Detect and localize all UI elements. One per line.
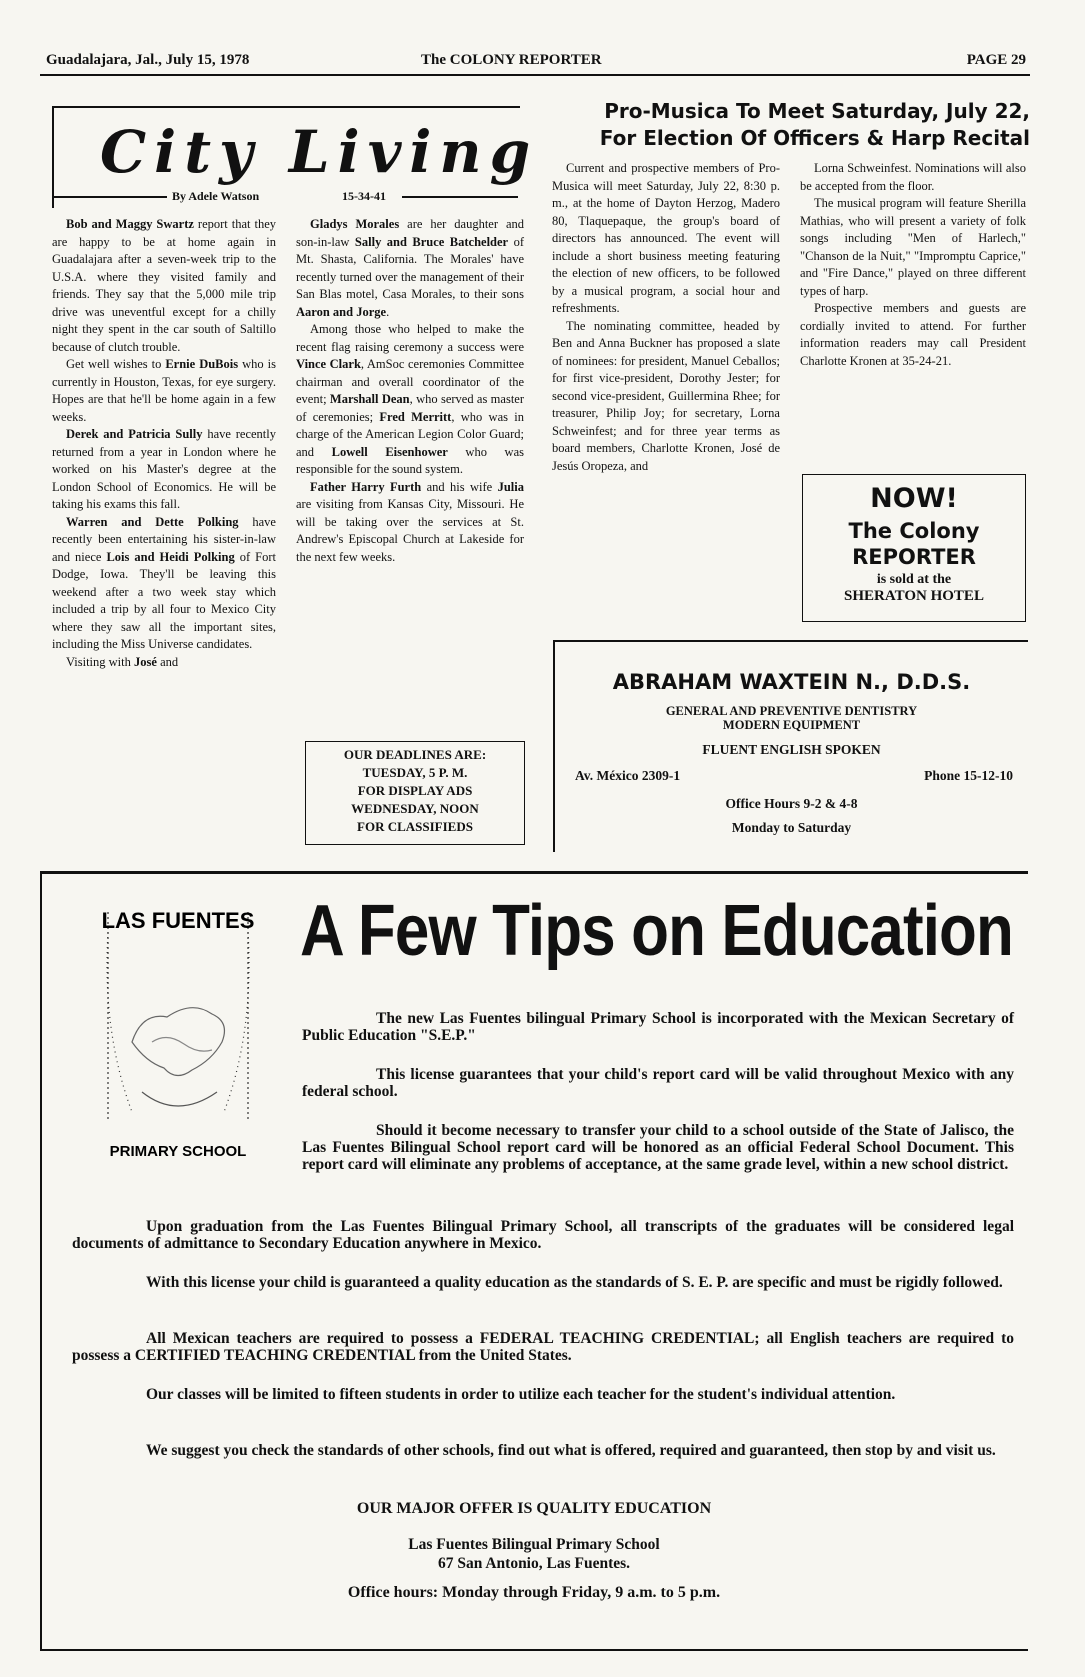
column-paragraph: Current and prospective members of Pro-Musica will meet Saturday, July 22, 8:30 p. m., at the home of Dayton Herzog, Madero 80, Tlaquepaque, the group's board of directors has announced. The event will include a short business meeting featuring the election of new officers, to be followed by a musical program, a social hour and refreshments. <box>552 161 780 315</box>
now-hotel: SHERATON HOTEL <box>844 588 984 604</box>
education-paragraph: Our classes will be limited to fifteen students in order to utilize each teacher for the student's individual attention. <box>146 1386 896 1403</box>
logo-top-text: LAS FUENTES <box>101 908 255 933</box>
education-paragraph: This license guarantees that your child's report card will be valid throughout Mexico with any federal school. <box>302 1066 1014 1100</box>
column-paragraph: Get well wishes to Ernie DuBois who is currently in Houston, Texas, for eye surgery. Hopes are that he'll be home again in a few weeks. <box>52 357 276 424</box>
header-rule <box>40 74 1030 76</box>
deadlines-line: FOR DISPLAY ADS <box>357 783 473 798</box>
now-sold-box <box>802 474 1026 622</box>
dentist-english: FLUENT ENGLISH SPOKEN <box>702 742 881 757</box>
education-paragraph: The new Las Fuentes bilingual Primary School is incorporated with the Mexican Secretary of Public Education "S.E.P." <box>302 1010 1014 1044</box>
column-paragraph: Lorna Schweinfest. Nominations will also be accepted from the floor. <box>800 161 1026 193</box>
pro-musica-column-2 <box>800 160 1026 370</box>
deadlines-line: OUR DEADLINES ARE: <box>343 747 487 762</box>
dentist-hours: Office Hours 9-2 & 4-8 <box>725 796 858 811</box>
deadlines-line: FOR CLASSIFIEDS <box>357 819 473 834</box>
pro-musica-column-1 <box>552 160 780 475</box>
column-paragraph: Prospective members and guests are cordially invited to attend. For further information readers may call President Charlotte Kronen at 35-24-21. <box>800 301 1026 368</box>
now-paper-line-1: The Colony <box>848 519 980 543</box>
headline-line-2: For Election Of Officers & Harp Recital <box>599 126 1030 150</box>
column-paragraph: The nominating committee, headed by Ben and Anna Buckner has proposed a slate of nominees: for president, Manuel Ceballos; for first vice-president, Dorothy Jester; for second vice-president, Guillermina Rhee; for treasurer, Philip Joy; for secretary, Lorna Schweinfest; and for three year terms as board members, Charlotte Kronen, José de Jesús Oropeza, and <box>552 318 780 473</box>
headline-line-1: Pro-Musica To Meet Saturday, July 22, <box>604 99 1030 123</box>
education-school-name: Las Fuentes Bilingual Primary School <box>408 1536 660 1553</box>
deadlines-line: TUESDAY, 5 P. M. <box>362 765 468 780</box>
education-paragraph: Upon graduation from the Las Fuentes Bilingual Primary School, all transcripts of the graduates will be considered legal documents of admittance to Secondary Education anywhere in Mexico. <box>72 1218 1014 1252</box>
education-paragraph: All Mexican teachers are required to possess a FEDERAL TEACHING CREDENTIAL; all English teachers are required to possess a CERTIFIED TEACHING CREDENTIAL from the United States. <box>72 1330 1014 1364</box>
education-paragraph: Should it become necessary to transfer your child to a school outside of the State of Jalisco, the Las Fuentes Bilingual School report card will be honored as an official Federal School Document. This report card will eliminate any problems of acceptance, at the same grade level, within a new school district. <box>302 1122 1014 1173</box>
column-paragraph: Father Harry Furth and his wife Julia are visiting from Kansas City, Missouri. He will be taking over the services at St. Andrew's Episcopal Church at Lakeside for the next few weeks. <box>296 479 524 564</box>
now-sold-at: is sold at the <box>876 572 952 587</box>
pro-musica-headline <box>550 98 1030 152</box>
city-living-title: City Living <box>100 118 539 186</box>
education-title: A Few Tips on Education <box>300 891 1013 971</box>
education-offer: OUR MAJOR OFFER IS QUALITY EDUCATION <box>356 1500 712 1517</box>
dentist-equipment: MODERN EQUIPMENT <box>722 718 861 732</box>
column-paragraph: The musical program will feature Sherilla Mathias, who will present a variety of folk songs including "Men of Harlech," "Chanson de la Nuit," "Impromptu Caprice," and "Fire Dance," played on three different types of harp. <box>800 196 1026 298</box>
dentist-phone: Phone 15-12-10 <box>924 768 1013 783</box>
dentist-days: Monday to Saturday <box>731 820 852 835</box>
byline-author: By Adele Watson <box>172 189 260 203</box>
education-paragraph: We suggest you check the standards of other schools, find out what is offered, required and guaranteed, then stop by and visit us. <box>146 1442 996 1459</box>
column-paragraph: Bob and Maggy Swartz report that they are happy to be at home again in Guadalajara after a seven-week trip to the U.S.A. where they visited family and friends. They say that the 5,000 mile trip drive was uneventful except for a chilly night they spent in the car south of Saltillo because of clutch trouble. <box>52 217 276 354</box>
dentist-specialty: GENERAL AND PREVENTIVE DENTISTRY <box>665 704 918 718</box>
education-school-address: 67 San Antonio, Las Fuentes. <box>437 1555 631 1572</box>
newspaper-name: The COLONY REPORTER <box>421 52 602 68</box>
column-paragraph: Visiting with José and <box>66 654 179 669</box>
school-emblem-icon <box>72 892 282 1170</box>
column-paragraph: Derek and Patricia Sully have recently returned from a year in London where he worked on his Master's degree at the London School of Economics. He will be taking his exams this fall. <box>52 427 276 511</box>
dateline: Guadalajara, Jal., July 15, 1978 <box>46 52 250 68</box>
column-paragraph: Gladys Morales are her daughter and son-in-law Sally and Bruce Batchelder of Mt. Shasta, California. The Morales' have recently turned over the management of their San Blas motel, Casa Morales, to their sons Aaron and Jorge. <box>296 217 525 319</box>
dentist-name: ABRAHAM WAXTEIN N., D.D.S. <box>612 670 971 694</box>
logo-bottom-text: PRIMARY SCHOOL <box>109 1143 247 1160</box>
column-paragraph: Warren and Dette Polking have recently been entertaining his sister-in-law and niece Lois and Heidi Polking of Fort Dodge, Iowa. They'll be leaving this weekend after a two week stay which included a trip by all four to Mexico City where they saw all the important sites, including the Miss Universe candidates. <box>52 514 277 651</box>
las-fuentes-logo <box>72 892 282 1170</box>
city-living-column-1 <box>52 216 276 671</box>
education-paragraph: With this license your child is guaranteed a quality education as the standards of S. E. P. are specific and must be rigidly followed. <box>146 1274 1003 1291</box>
now-paper-line-2: REPORTER <box>852 545 976 569</box>
dentist-ad <box>553 640 1028 852</box>
deadlines-box <box>305 741 525 845</box>
dentist-address: Av. México 2309-1 <box>575 768 681 783</box>
deadlines-line: WEDNESDAY, NOON <box>351 801 479 816</box>
column-paragraph: Among those who helped to make the recent flag raising ceremony a success were Vince Clark, AmSoc ceremonies Committee chairman and overall coordinator of the event; Marshall Dean, who served as master of ceremonies; Fred Merritt, who was in charge of the American Legion Color Guard; and Lowell Eisenhower who was responsible for the sound system. <box>296 322 524 476</box>
city-living-column-2 <box>296 216 524 566</box>
education-office-hours: Office hours: Monday through Friday, 9 a.m. to 5 p.m. <box>347 1584 721 1601</box>
now-label: NOW! <box>870 483 958 514</box>
page-number: PAGE 29 <box>966 52 1026 68</box>
byline-phone: 15-34-41 <box>342 189 386 203</box>
